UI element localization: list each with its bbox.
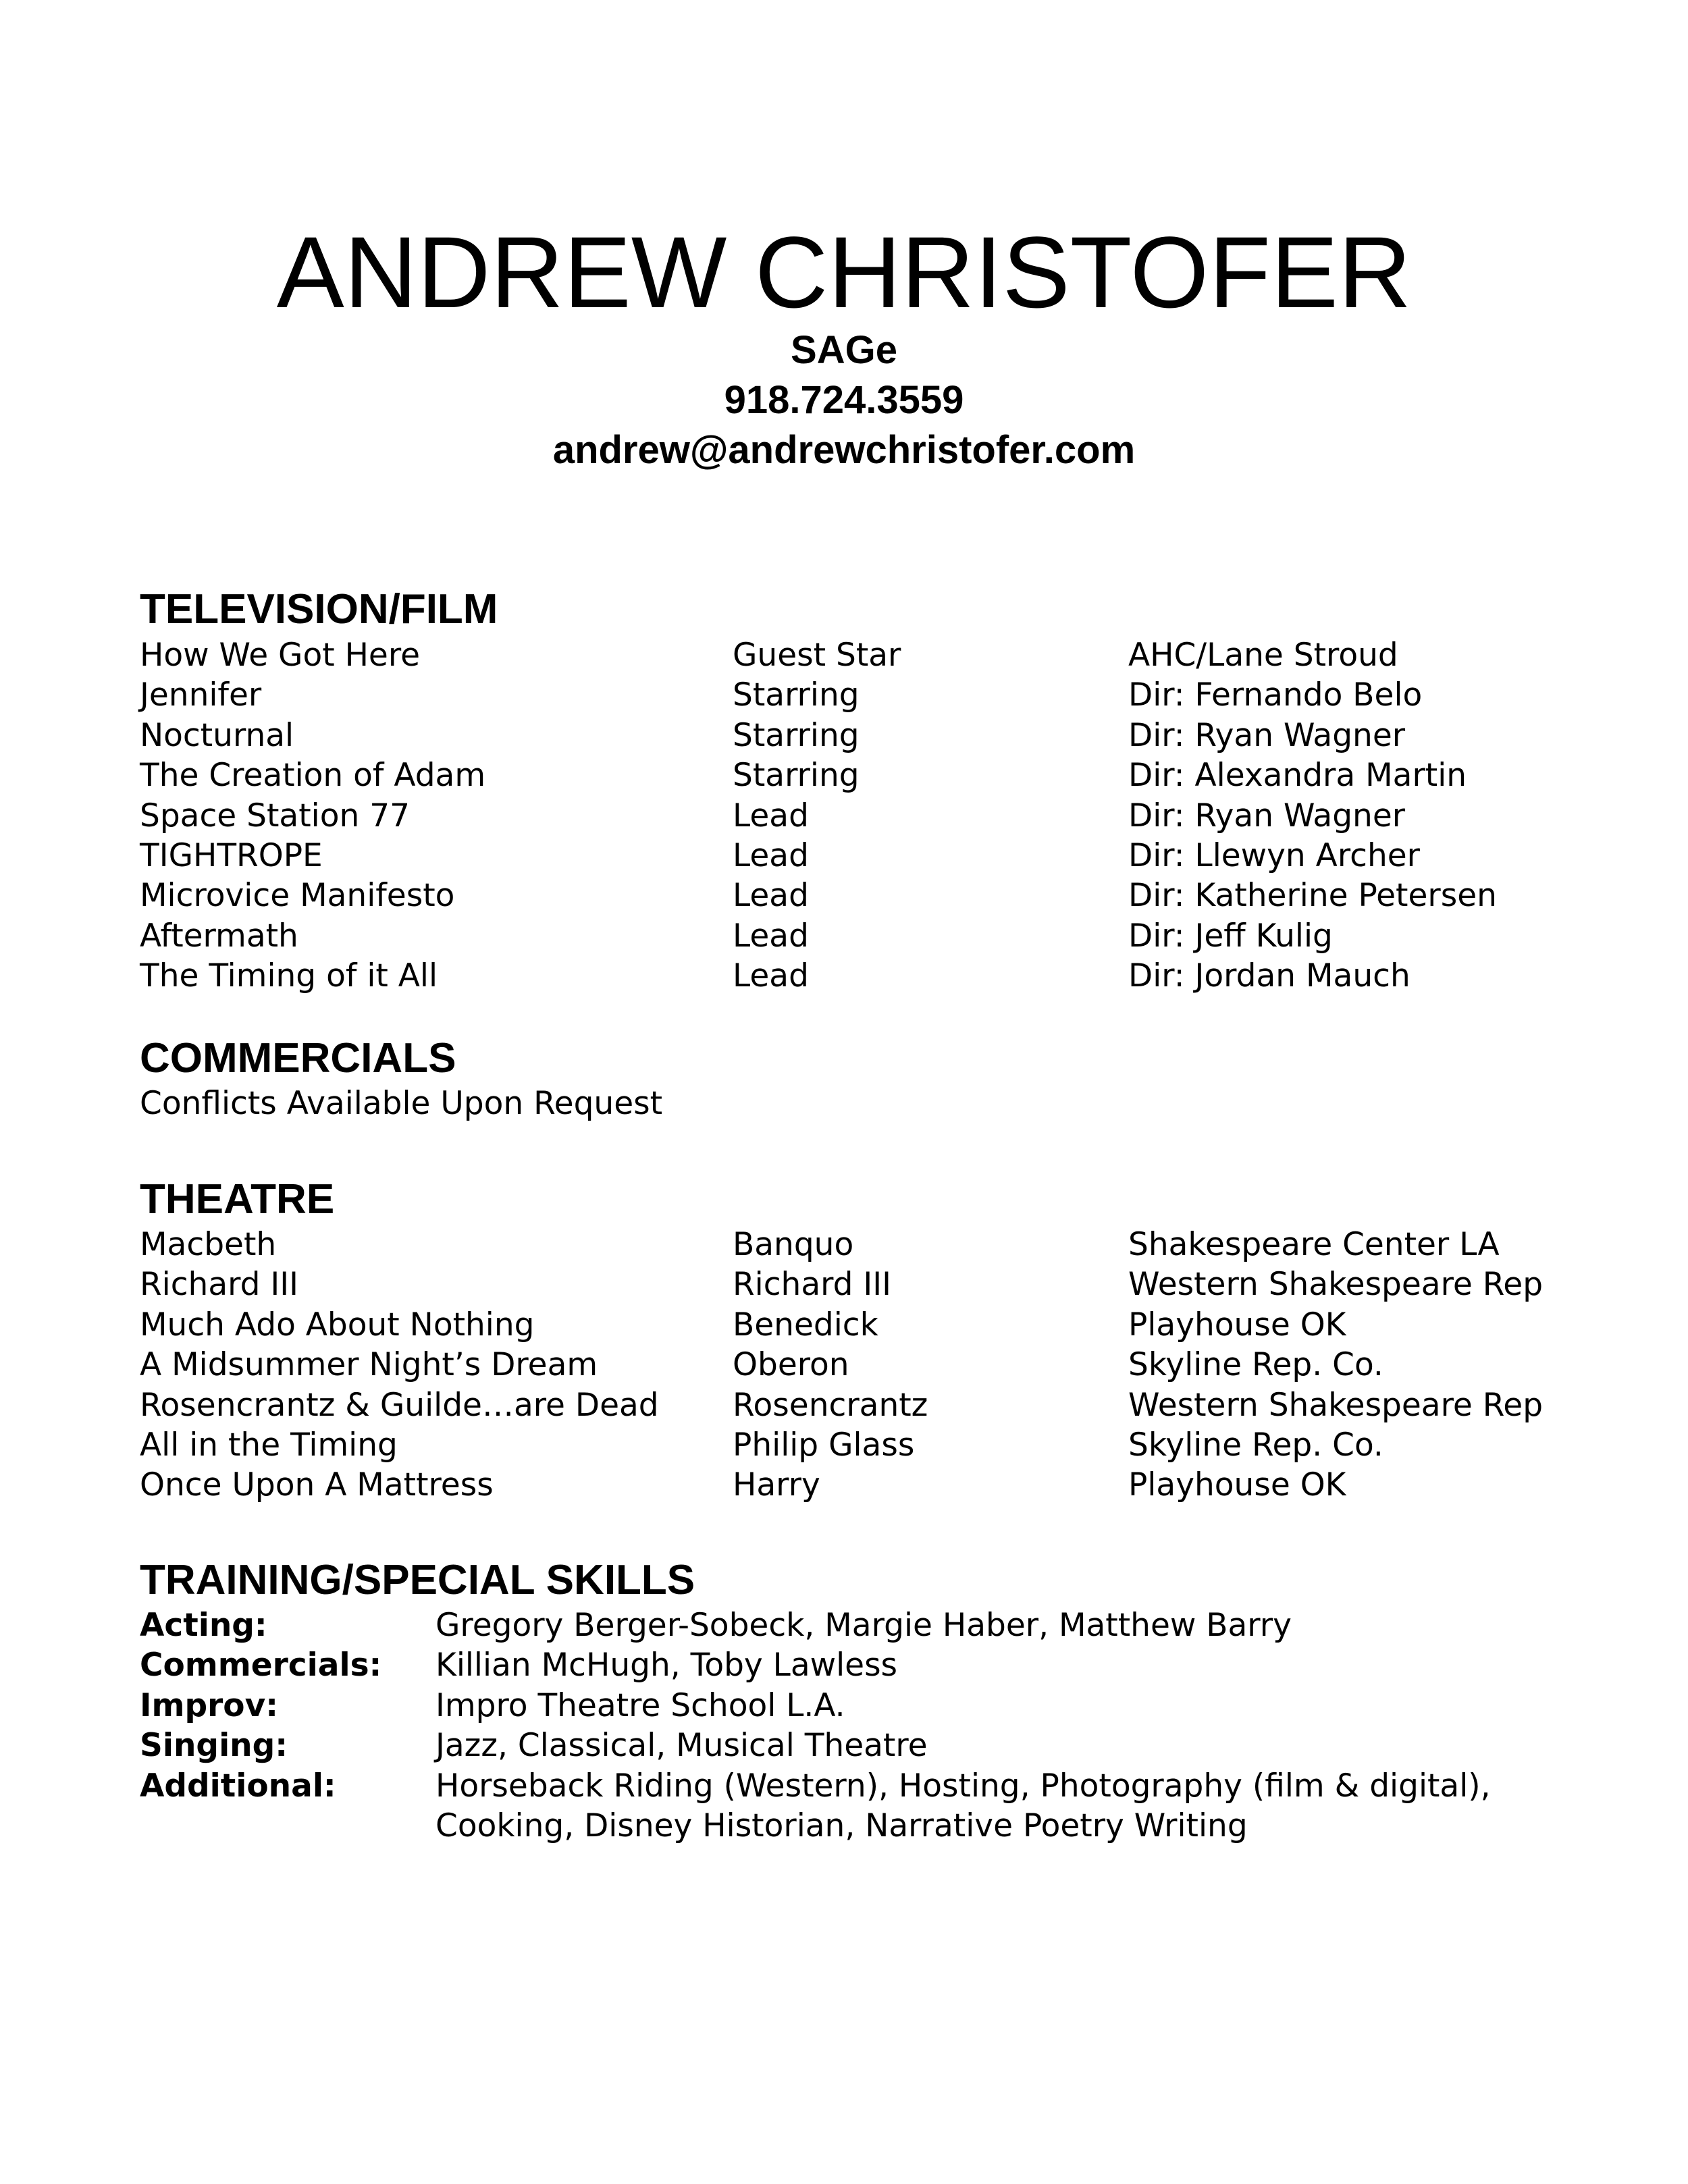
credit-row: [140, 675, 1625, 715]
credit-project: The Creation of Adam: [140, 757, 486, 795]
credit-company: Dir: Fernando Belo: [1128, 676, 1423, 714]
credit-project: Jennifer: [140, 676, 262, 714]
credit-company: Dir: Katherine Petersen: [1128, 877, 1497, 915]
skill-row: [140, 1645, 1625, 1685]
training-skills-list: [140, 1605, 1625, 1846]
credit-project: A Midsummer Night’s Dream: [140, 1346, 598, 1384]
credit-role: Guest Star: [733, 637, 901, 674]
credit-project: Microvice Manifesto: [140, 877, 455, 915]
credit-project: The Timing of it All: [140, 957, 438, 995]
credit-project: Much Ado About Nothing: [140, 1306, 535, 1343]
credit-company: Dir: Llewyn Archer: [1128, 836, 1420, 874]
credit-project: Aftermath: [140, 917, 298, 955]
credit-company: Dir: Ryan Wagner: [1128, 797, 1406, 834]
credit-row: [140, 796, 1625, 836]
section-title-commercials: COMMERCIALS: [140, 1035, 456, 1082]
skill-label: Additional:: [140, 1767, 336, 1805]
credit-row: [140, 635, 1625, 675]
credit-role: Lead: [733, 797, 809, 834]
credit-row: [140, 1465, 1625, 1505]
credit-role: Lead: [733, 836, 809, 874]
skill-label: Commercials:: [140, 1647, 382, 1684]
credit-role: Starring: [733, 676, 860, 714]
skill-value: Cooking, Disney Historian, Narrative Poetry Writing: [436, 1807, 1248, 1845]
skill-row: [140, 1726, 1625, 1765]
union-status: SAGe: [791, 328, 897, 372]
credit-company: Skyline Rep. Co.: [1128, 1346, 1383, 1384]
credit-project: Macbeth: [140, 1226, 277, 1263]
skill-label: Acting:: [140, 1607, 267, 1644]
credit-row: [140, 916, 1625, 956]
credit-company: Playhouse OK: [1128, 1306, 1346, 1343]
section-title-television-film: TELEVISION/FILM: [140, 586, 498, 633]
skill-value: Jazz, Classical, Musical Theatre: [436, 1727, 928, 1765]
credit-row: [140, 1264, 1625, 1304]
skill-value: Horseback Riding (Western), Hosting, Photography (film & digital),: [436, 1767, 1491, 1805]
credit-row: [140, 876, 1625, 915]
credit-role: Lead: [733, 957, 809, 995]
credit-project: All in the Timing: [140, 1426, 398, 1464]
theatre-credits: [140, 1225, 1625, 1506]
section-title-training: TRAINING/SPECIAL SKILLS: [140, 1557, 695, 1603]
credit-row: [140, 716, 1625, 755]
credit-role: Richard III: [733, 1266, 891, 1304]
credit-row: [140, 1345, 1625, 1385]
credit-project: Once Upon A Mattress: [140, 1466, 494, 1504]
credit-role: Lead: [733, 917, 809, 955]
email-address: andrew@andrewchristofer.com: [552, 428, 1136, 472]
credit-project: Space Station 77: [140, 797, 411, 834]
actor-name: ANDREW CHRISTOFER: [276, 215, 1412, 329]
skill-label: Improv:: [140, 1686, 279, 1724]
credit-row: [140, 836, 1625, 876]
credit-role: Starring: [733, 716, 860, 754]
skill-value: Killian McHugh, Toby Lawless: [436, 1647, 898, 1684]
skill-row: [140, 1605, 1625, 1645]
credit-row: [140, 1225, 1625, 1264]
skill-row: [140, 1686, 1625, 1726]
credit-company: Shakespeare Center LA: [1128, 1226, 1500, 1263]
credit-company: Dir: Jeff Kulig: [1128, 917, 1333, 955]
skill-value: Impro Theatre School L.A.: [436, 1686, 845, 1724]
skill-value: Gregory Berger-Sobeck, Margie Haber, Matthew Barry: [436, 1607, 1292, 1644]
credit-company: Playhouse OK: [1128, 1466, 1346, 1504]
skill-row: [140, 1766, 1625, 1846]
credit-row: [140, 1385, 1625, 1425]
credit-role: Philip Glass: [733, 1426, 915, 1464]
credit-project: Richard III: [140, 1266, 298, 1304]
skill-label: Singing:: [140, 1727, 288, 1765]
credit-row: [140, 755, 1625, 795]
credit-company: AHC/Lane Stroud: [1128, 637, 1398, 674]
credit-project: TIGHTROPE: [140, 836, 323, 874]
credit-project: Rosencrantz & Guilde…are Dead: [140, 1386, 659, 1424]
credit-role: Harry: [733, 1466, 820, 1504]
commercials-note: Conflicts Available Upon Request: [140, 1085, 663, 1122]
section-title-theatre: THEATRE: [140, 1176, 335, 1223]
television-film-credits: [140, 635, 1625, 996]
credit-company: Dir: Ryan Wagner: [1128, 716, 1406, 754]
credit-company: Dir: Jordan Mauch: [1128, 957, 1410, 995]
credit-row: [140, 1425, 1625, 1465]
credit-project: Nocturnal: [140, 716, 294, 754]
credit-company: Western Shakespeare Rep: [1128, 1386, 1544, 1424]
credit-role: Starring: [733, 757, 860, 795]
credit-company: Western Shakespeare Rep: [1128, 1266, 1544, 1304]
credit-row: [140, 956, 1625, 996]
phone-number: 918.724.3559: [724, 378, 964, 422]
credit-role: Oberon: [733, 1346, 849, 1384]
credit-row: [140, 1305, 1625, 1345]
credit-project: How We Got Here: [140, 637, 421, 674]
credit-role: Banquo: [733, 1226, 854, 1263]
credit-role: Rosencrantz: [733, 1386, 928, 1424]
credit-role: Benedick: [733, 1306, 878, 1343]
credit-role: Lead: [733, 877, 809, 915]
credit-company: Skyline Rep. Co.: [1128, 1426, 1383, 1464]
credit-company: Dir: Alexandra Martin: [1128, 757, 1467, 795]
